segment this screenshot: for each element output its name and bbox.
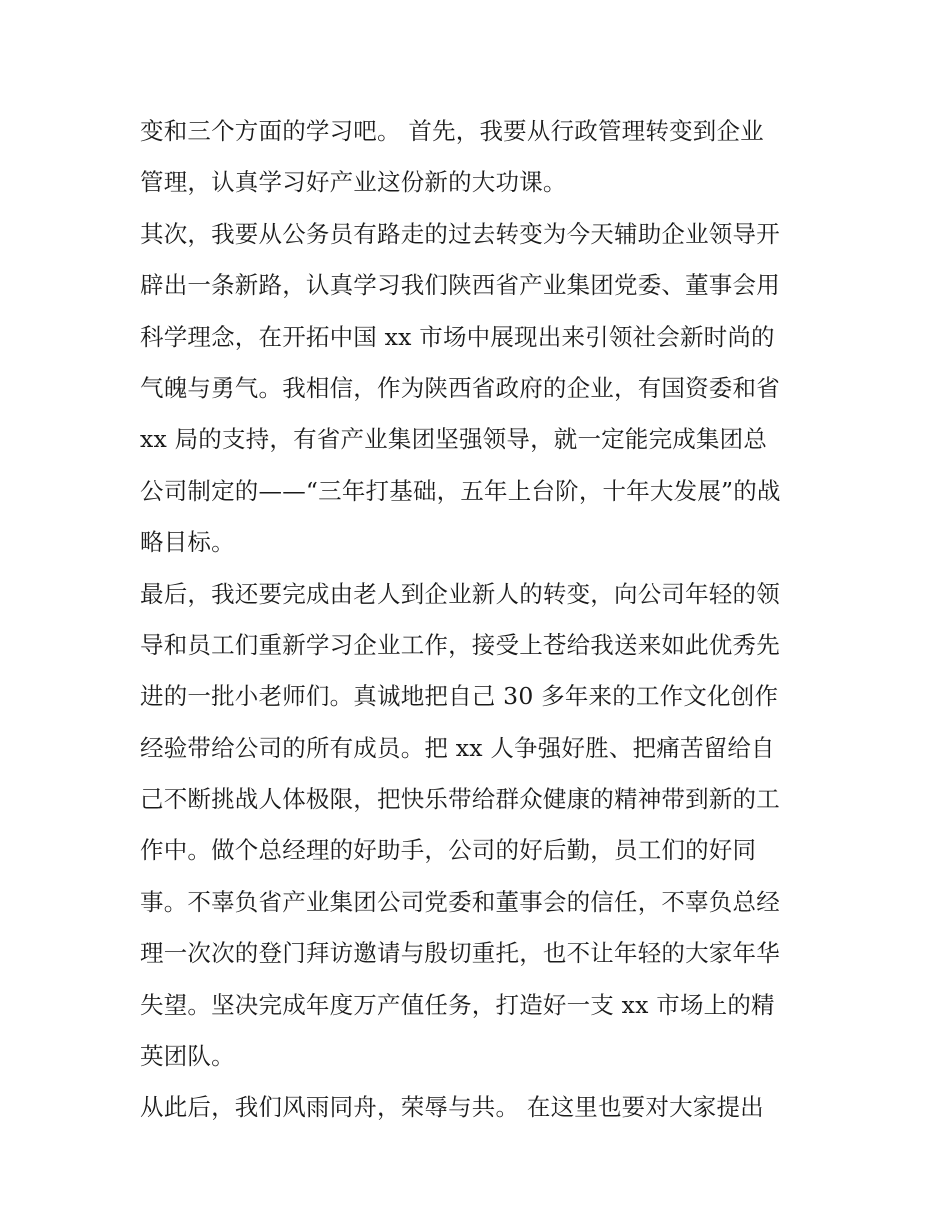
- text-line: 辟出一条新路，认真学习我们陕西省产业集团党委、董事会用: [140, 271, 780, 300]
- text-line: 科学理念，在开拓中国 xx 市场中展现出来引领社会新时尚的: [140, 322, 775, 351]
- text-line: 事。不辜负省产业集团公司党委和董事会的信任，不辜负总经: [140, 887, 780, 916]
- text-line: 己不断挑战人体极限，把快乐带给群众健康的精神带到新的工: [140, 785, 780, 814]
- text-line: 公司制定的——“三年打基础，五年上台阶，十年大发展”的战: [140, 476, 781, 505]
- text-line: 作中。做个总经理的好助手，公司的好后勤，员工们的好同: [140, 836, 757, 865]
- document-body: [140, 106, 820, 1134]
- text-line: 失望。坚决完成年度万产值任务，打造好一支 xx 市场上的精: [140, 990, 775, 1019]
- text-line: 经验带给公司的所有成员。把 xx 人争强好胜、把痛苦留给自: [140, 733, 775, 762]
- text-line: 理一次次的登门拜访邀请与殷切重托，也不让年轻的大家年华: [140, 939, 780, 968]
- text-line: 导和员工们重新学习企业工作，接受上苍给我送来如此优秀先: [140, 630, 780, 659]
- text-line: 变和三个方面的学习吧。 首先，我要从行政管理转变到企业: [140, 117, 764, 145]
- text-line: 略目标。: [140, 528, 235, 557]
- text-line: 最后，我还要完成由老人到企业新人的转变，向公司年轻的领: [140, 579, 780, 608]
- text-line: xx 局的支持，有省产业集团坚强领导，就一定能完成集团总: [140, 425, 768, 454]
- text-line: 其次，我要从公务员有路走的过去转变为今天辅助企业领导开: [140, 219, 780, 248]
- text-line: 进的一批小老师们。真诚地把自己 30 多年来的工作文化创作: [140, 682, 779, 711]
- text-line: 气魄与勇气。我相信，作为陕西省政府的企业，有国资委和省: [140, 373, 780, 402]
- text-line: 从此后，我们风雨同舟，荣辱与共。 在这里也要对大家提出: [140, 1093, 764, 1122]
- text-line: 英团队。: [140, 1042, 235, 1071]
- text-line: 管理，认真学习好产业这份新的大功课。: [140, 168, 567, 197]
